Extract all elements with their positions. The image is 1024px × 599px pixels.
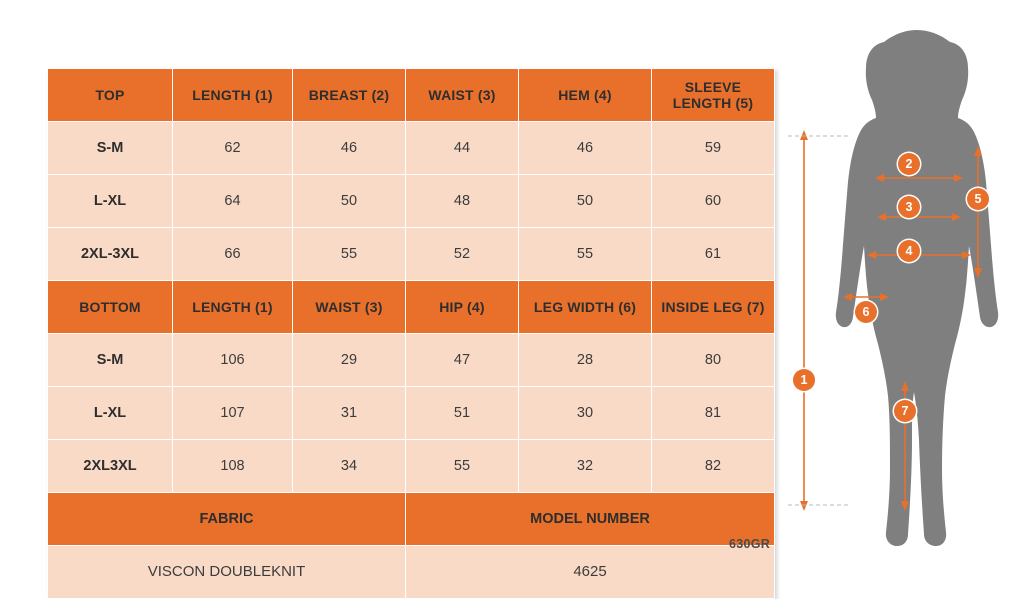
cell-hem: 50	[519, 175, 652, 228]
cell-sleeve-length: 61	[652, 228, 775, 281]
cell-sleeve-length: 59	[652, 122, 775, 175]
cell-inside-leg: 80	[652, 334, 775, 387]
female-silhouette-diagram	[780, 0, 1024, 577]
cell-waist: 52	[406, 228, 519, 281]
arrowhead-total-length-top	[800, 130, 808, 140]
table-row	[48, 334, 775, 387]
cell-waist: 29	[293, 334, 406, 387]
badge-3: 3	[898, 196, 920, 218]
row-label-size: S-M	[48, 334, 173, 387]
cell-breast: 55	[293, 228, 406, 281]
silhouette-icon	[836, 30, 998, 546]
cell-breast: 50	[293, 175, 406, 228]
cell-hem: 55	[519, 228, 652, 281]
header-cell-length: LENGTH (1)	[173, 281, 293, 334]
cell-length: 108	[173, 440, 293, 493]
table-header-bottom	[48, 281, 775, 334]
badge-6: 6	[855, 301, 877, 323]
table-header-fabric	[48, 493, 775, 546]
badge-7: 7	[894, 400, 916, 422]
badge-5: 5	[967, 188, 989, 210]
badge-2: 2	[898, 153, 920, 175]
header-cell-waist: WAIST (3)	[406, 69, 519, 122]
header-cell-inside-leg: INSIDE LEG (7)	[652, 281, 775, 334]
cell-breast: 46	[293, 122, 406, 175]
cell-waist: 31	[293, 387, 406, 440]
badge-4: 4	[898, 240, 920, 262]
row-label-size: L-XL	[48, 387, 173, 440]
header-cell-breast: BREAST (2)	[293, 69, 406, 122]
header-cell-fabric: FABRIC	[48, 493, 406, 546]
cell-length: 106	[173, 334, 293, 387]
header-cell-sleeve-length: SLEEVE LENGTH (5)	[652, 69, 775, 122]
table-row	[48, 175, 775, 228]
cell-leg-width: 28	[519, 334, 652, 387]
header-cell-waist: WAIST (3)	[293, 281, 406, 334]
size-chart-table	[47, 68, 775, 599]
cell-sleeve-length: 60	[652, 175, 775, 228]
row-label-size: 2XL-3XL	[48, 228, 173, 281]
cell-fabric-value: VISCON DOUBLEKNIT	[48, 546, 406, 599]
cell-length: 107	[173, 387, 293, 440]
header-cell-bottom: BOTTOM	[48, 281, 173, 334]
cell-length: 64	[173, 175, 293, 228]
table-row-fabric	[48, 546, 775, 599]
cell-inside-leg: 82	[652, 440, 775, 493]
cell-hip: 55	[406, 440, 519, 493]
header-cell-hip: HIP (4)	[406, 281, 519, 334]
header-cell-hem: HEM (4)	[519, 69, 652, 122]
header-cell-leg-width: LEG WIDTH (6)	[519, 281, 652, 334]
cell-waist: 44	[406, 122, 519, 175]
cell-length: 62	[173, 122, 293, 175]
cell-leg-width: 30	[519, 387, 652, 440]
cell-hem: 46	[519, 122, 652, 175]
row-label-size: 2XL3XL	[48, 440, 173, 493]
arrowhead-total-length-bottom	[800, 501, 808, 511]
row-label-size: S-M	[48, 122, 173, 175]
header-cell-top: TOP	[48, 69, 173, 122]
cell-hip: 51	[406, 387, 519, 440]
cell-waist: 34	[293, 440, 406, 493]
header-cell-length: LENGTH (1)	[173, 69, 293, 122]
cell-length: 66	[173, 228, 293, 281]
cell-waist: 48	[406, 175, 519, 228]
table-row	[48, 387, 775, 440]
cell-inside-leg: 81	[652, 387, 775, 440]
table-header-top	[48, 69, 775, 122]
cell-hip: 47	[406, 334, 519, 387]
row-label-size: L-XL	[48, 175, 173, 228]
table-row	[48, 228, 775, 281]
cell-leg-width: 32	[519, 440, 652, 493]
measurement-figure	[780, 0, 1024, 577]
header-cell-model-number: MODEL NUMBER	[406, 493, 775, 546]
badge-1: 1	[793, 369, 815, 391]
table-row	[48, 122, 775, 175]
product-code-label: 630GR	[729, 537, 771, 551]
cell-model-number-value: 4625	[406, 546, 775, 599]
table-row	[48, 440, 775, 493]
